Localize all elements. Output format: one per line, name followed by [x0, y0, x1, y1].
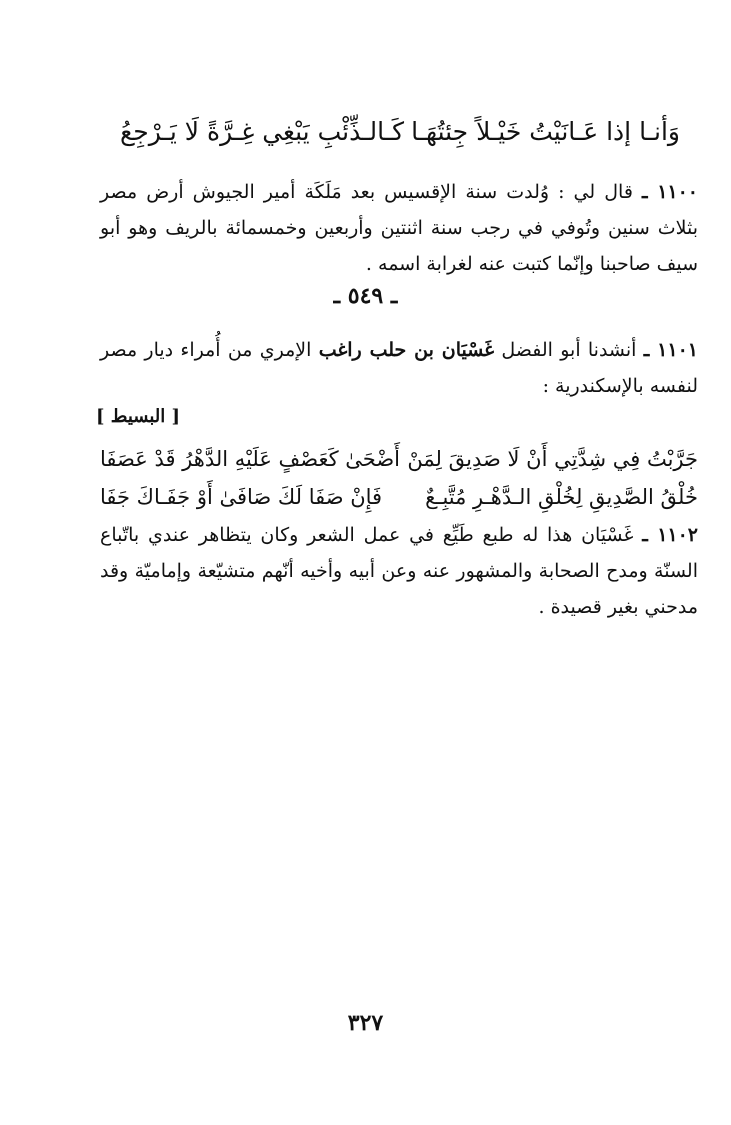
poem	[100, 440, 698, 516]
meter-label: [ البسيط ]	[96, 406, 181, 427]
entry-text: أنشدنا أبو الفضل	[501, 339, 637, 361]
entry-text: قال لي : وُلدت سنة الإقسيس بعد مَلَكَة أمير الجيوش أرض مصر بثلاث سنين وتُوفي في رجب سنة اثنتين وأربعين وخمسمائة بالريف وهو أبو سيف صاحبنا وإنّما كتبت عنه لغرابة اسمه .	[100, 181, 698, 275]
poet-name: غَسْيَان بن حلب راغب	[318, 339, 495, 361]
verse-right-hemistich: وَأنـا إذا عَـانَيْتُ خَيْـلاً جِئتُهَـا	[411, 117, 680, 146]
entry-1102	[100, 517, 698, 625]
entry-text-continued: الإمري من أُمراء ديار مصر لنفسه بالإسكندرية :	[100, 339, 698, 397]
poem-left-hemistich: فَإِنْ صَفَا لَكَ صَافَىٰ أَوْ جَفَـاكَ جَفَا	[100, 485, 383, 509]
entry-number: ١١٠١ ـ	[643, 339, 698, 361]
poem-right-hemistich: جَرَّبْتُ فِي شِدَّتِي أَنْ لَا صَدِيقَ لِمَنْ	[407, 447, 698, 471]
opening-verse	[120, 112, 680, 152]
entry-1101	[100, 332, 698, 404]
verse-left-hemistich: كَـالـذِّئْبِ يَبْغِي غِـرَّةً لَا يَـرْجِعُ	[120, 117, 404, 146]
entry-number: ١١٠٢ ـ	[642, 524, 699, 546]
poem-left-hemistich: أَضْحَىٰ كَعَصْفٍ عَلَيْهِ الدَّهْرُ قَدْ عَصَفَا	[100, 447, 400, 471]
page-number: ٣٢٧	[347, 1010, 384, 1036]
poem-line	[100, 478, 698, 516]
poem-right-hemistich: خُلْقُ الصَّدِيقِ لِخُلْقِ الـدَّهْـرِ مُتَّبِـعٌ	[425, 485, 698, 509]
section-number: ـ ٥٤٩ ـ	[333, 283, 398, 309]
poem-line	[100, 440, 698, 478]
entry-1100	[100, 174, 698, 282]
entry-text: غَسْيَان هذا له طبع طَيِّع في عمل الشعر وكان يتظاهر عندي باتّباع السنّة ومدح الصحابة والمشهور عنه وعن أبيه وأخيه أنّهم متشيّعة وإماميّة وقد مدحني بغير قصيدة .	[100, 524, 698, 618]
entry-number: ١١٠٠ ـ	[641, 181, 699, 203]
